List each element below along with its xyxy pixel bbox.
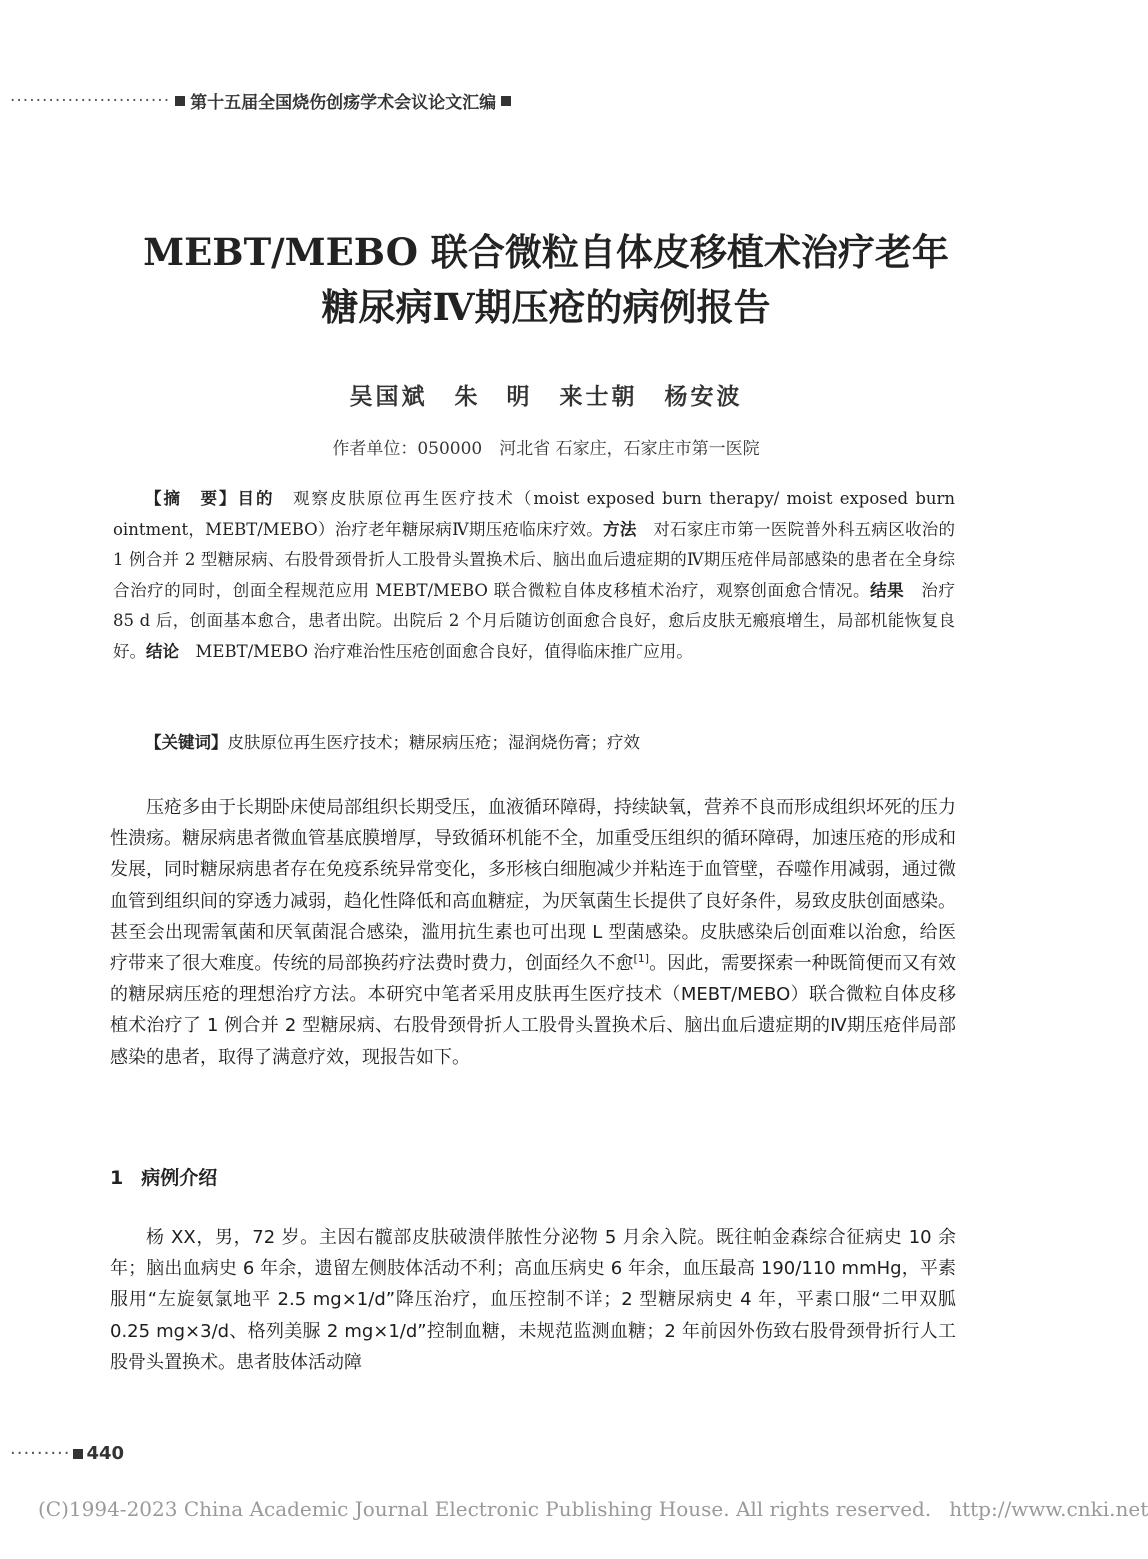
title-line-2: 糖尿病Ⅳ期压疮的病例报告 bbox=[321, 285, 771, 329]
square-bullet-icon bbox=[501, 96, 511, 106]
publisher-url[interactable]: http://www.cnki.net bbox=[949, 1497, 1148, 1521]
keywords bbox=[145, 729, 955, 753]
copyright-text: (C)1994-2023 China Academic Journal Electronic Publishing House. All rights reserved. bbox=[38, 1497, 932, 1521]
paragraph-text: 压疮多由于长期卧床使局部组织长期受压，血液循环障碍，持续缺氧，营养不良而形成组织坏死的压力性溃疡。糖尿病患者微血管基底膜增厚，导致循环机能不全，加重受压组织的循环障碍，加速压疮的形成和发展，同时糖尿病患者存在免疫系统异常变化，多形核白细胞减少并粘连于血管壁，吞噬作用减弱，通过微血管到组织间的穿透力减弱，趋化性降低和高血糖症，为厌氧菌生长提供了良好条件，易致皮肤创面感染。甚至会出现需氧菌和厌氧菌混合感染，滥用抗生素也可出现 L 型菌感染。皮肤感染后创面难以治愈，给医疗带来了很大难度。传统的局部换药疗法费时费力，创面经久不愈 bbox=[110, 797, 956, 975]
section-heading bbox=[110, 1163, 217, 1190]
page-footer bbox=[10, 1443, 124, 1464]
square-bullet-icon bbox=[73, 1449, 83, 1459]
objective-label: 目的 bbox=[237, 489, 275, 508]
conclusion-label: 结论 bbox=[146, 641, 179, 661]
author: 吴国斌 bbox=[349, 383, 428, 410]
leader-dots: ························· bbox=[10, 90, 171, 111]
title-line-1: MEBT/MEBO 联合微粒自体皮移植术治疗老年 bbox=[143, 230, 949, 274]
methods-text: 对石家庄市第一医院普外科五病区收治的 1 例合并 2 型糖尿病、右股骨颈骨折人工股骨头置换术后、脑出血后遗症期的Ⅳ期压疮伴局部感染的患者在全身综合治疗的同时，创面全程规范应用 MEBT/MEBO 联合微粒自体皮移植术治疗，观察创面愈合情况。 bbox=[113, 519, 956, 600]
running-header bbox=[10, 88, 516, 113]
page-number: 440 bbox=[86, 1443, 125, 1464]
author: 杨安波 bbox=[664, 383, 743, 410]
body-paragraph bbox=[110, 792, 956, 1073]
article-title bbox=[0, 225, 1092, 335]
abstract bbox=[113, 484, 955, 667]
abstract-label: 【摘 要】 bbox=[145, 489, 238, 508]
conclusion-text: MEBT/MEBO 治疗难治性压疮创面愈合良好，值得临床推广应用。 bbox=[195, 641, 693, 661]
paragraph-text: 。因此，需要探索一种既简便而又有效的糖尿病压疮的理想治疗方法。本研究中笔者采用皮肤再生医疗技术（MEBT/MEBO）联合微粒自体皮移植术治疗了 1 例合并 2 型糖尿病、右股骨颈骨折人工股骨头置换术后、脑出血后遗症期的Ⅳ期压疮伴局部感染的患者，取得了满意疗效，现报告如下。 bbox=[110, 953, 956, 1068]
leader-dots: ········· bbox=[10, 1443, 71, 1464]
author-affiliation: 作者单位：050000 河北省 石家庄，石家庄市第一医院 bbox=[332, 439, 760, 459]
author: 朱 明 bbox=[454, 383, 533, 410]
methods-label: 方法 bbox=[603, 519, 637, 539]
section-title: 病例介绍 bbox=[141, 1167, 218, 1189]
square-bullet-icon bbox=[175, 96, 185, 106]
results-label: 结果 bbox=[870, 580, 905, 600]
citation-ref[interactable]: [1] bbox=[633, 952, 650, 966]
body-paragraph: 杨 XX，男，72 岁。主因右髋部皮肤破溃伴脓性分泌物 5 月余入院。既往帕金森综合征病史 10 余年；脑出血病史 6 年余，遗留左侧肢体活动不利；高血压病史 6 年余，血压最高 190/110 mmHg，平素服用“左旋氨氯地平 2.5 mg×1/d”降压治疗，血压控制不详；2 型糖尿病史 4 年，平素口服“二甲双胍 0.25 mg×3/d、格列美脲 2 mg×1/d”控制血糖，未规范监测血糖；2 年前因外伤致右股骨颈骨折行人工股骨头置换术。患者肢体活动障 bbox=[110, 1227, 956, 1373]
author-list bbox=[0, 378, 1092, 411]
section-number: 1 bbox=[110, 1167, 124, 1189]
copyright-notice bbox=[38, 1497, 1148, 1521]
results-text: 治疗 85 d 后，创面基本愈合，患者出院。出院后 2 个月后随访创面愈合良好，愈后皮肤无瘢痕增生，局部机能恢复良好。 bbox=[113, 580, 956, 661]
keywords-label: 【关键词】 bbox=[145, 733, 228, 752]
author: 来士朝 bbox=[559, 383, 638, 410]
objective-text: 观察皮肤原位再生医疗技术（moist exposed burn therapy/ moist exposed burn ointment，MEBT/MEBO）治疗老年糖尿病Ⅳ期压疮临床疗效。 bbox=[113, 489, 956, 539]
keywords-text: 皮肤原位再生医疗技术；糖尿病压疮；湿润烧伤膏；疗效 bbox=[227, 733, 640, 752]
journal-title: 第十五届全国烧伤创疡学术会议论文汇编 bbox=[190, 93, 497, 113]
